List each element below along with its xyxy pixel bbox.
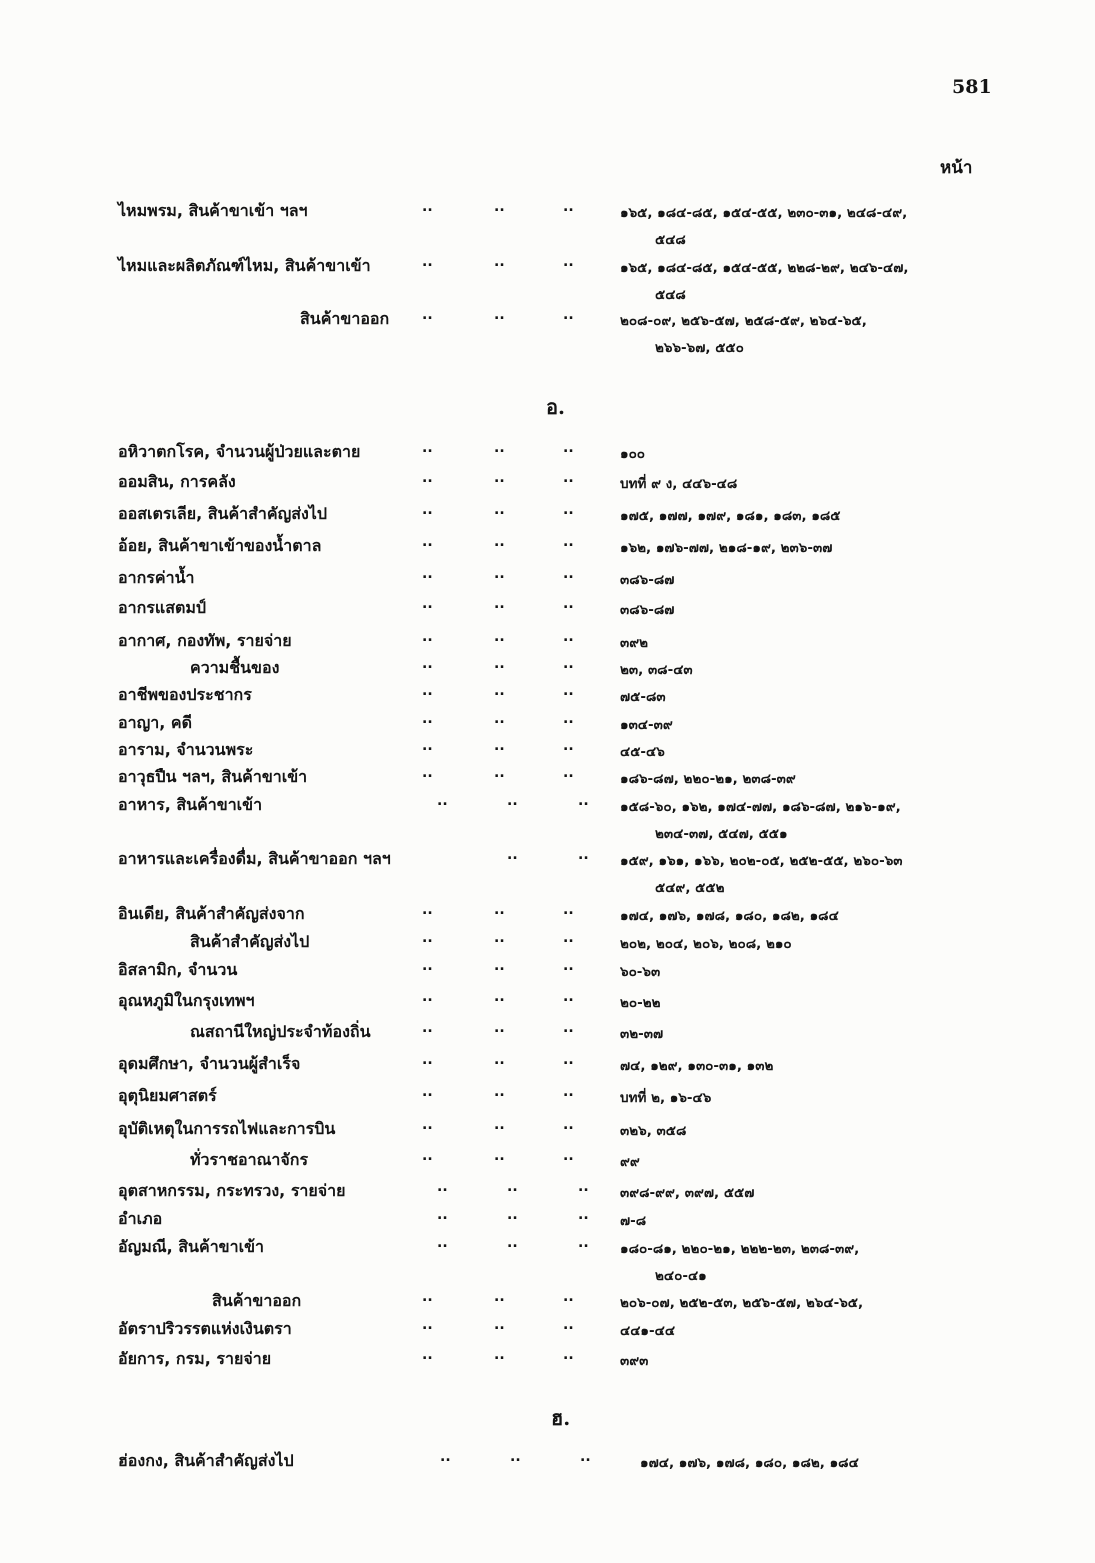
leader-dots: .. <box>510 1449 521 1465</box>
page-references: บทที่ ๙ ง, ๔๔๖-๔๘ <box>620 476 738 492</box>
index-term: อ้อย, สินค้าขาเข้าของน้ำตาล <box>118 536 322 555</box>
leader-dots: .. <box>563 683 574 699</box>
leader-dots: .. <box>563 656 574 672</box>
index-term: อากรแสตมป์ <box>118 598 207 617</box>
leader-dots: .. <box>494 199 505 215</box>
index-entry <box>0 683 1095 709</box>
leader-dots: .. <box>494 440 505 456</box>
leader-dots: .. <box>494 683 505 699</box>
page-references: ๑๘๖-๘๗, ๒๒๐-๒๑, ๒๓๘-๓๙ <box>620 771 796 787</box>
leader-dots: .. <box>422 566 433 582</box>
leader-dots: .. <box>578 1235 589 1251</box>
page-references: ๔๕-๔๖ <box>620 744 665 760</box>
leader-dots: .. <box>422 307 433 323</box>
leader-dots: .. <box>494 656 505 672</box>
index-term: อาราม, จำนวนพระ <box>118 740 254 759</box>
page-references: ๑๗๔, ๑๗๖, ๑๗๘, ๑๘๐, ๑๘๒, ๑๘๔ <box>640 1455 859 1471</box>
index-term: อุตุนิยมศาสตร์ <box>118 1086 217 1105</box>
leader-dots: .. <box>563 566 574 582</box>
leader-dots: .. <box>563 1347 574 1363</box>
leader-dots: .. <box>422 1347 433 1363</box>
index-entry <box>0 1235 1095 1284</box>
page-references: ๑๐๐ <box>620 446 646 462</box>
leader-dots: .. <box>494 629 505 645</box>
page-references: ๓๒๖, ๓๕๘ <box>620 1123 687 1139</box>
leader-dots: .. <box>563 596 574 612</box>
page-references: ๑๓๔-๓๙ <box>620 717 673 733</box>
leader-dots: .. <box>578 847 589 863</box>
page-references: ๓๙๒ <box>620 635 649 651</box>
leader-dots: .. <box>494 1347 505 1363</box>
index-entry <box>0 1084 1095 1110</box>
page-references: ๓๙๘-๙๙, ๓๙๗, ๕๕๗ <box>620 1185 755 1201</box>
index-subentry <box>0 1289 1095 1315</box>
leader-dots: .. <box>563 711 574 727</box>
page-references: ๑๕๙, ๑๖๑, ๑๖๖, ๒๐๒-๐๕, ๒๕๒-๕๕, ๒๖๐-๖๓ <box>620 853 903 869</box>
leader-dots: .. <box>494 989 505 1005</box>
page-references: ๑๖๒, ๑๗๖-๗๗, ๒๑๘-๑๙, ๒๓๖-๓๗ <box>620 540 833 556</box>
leader-dots: .. <box>422 930 433 946</box>
leader-dots: .. <box>563 1020 574 1036</box>
leader-dots: .. <box>563 470 574 486</box>
index-term: อากาศ, กองทัพ, รายจ่าย <box>118 631 292 650</box>
page-references: ๖๐-๖๓ <box>620 964 661 980</box>
index-term: ออสเตรเลีย, สินค้าสำคัญส่งไป <box>118 504 327 523</box>
index-term: อินเดีย, สินค้าสำคัญส่งจาก <box>118 904 305 923</box>
leader-dots: .. <box>563 1117 574 1133</box>
leader-dots: .. <box>494 958 505 974</box>
leader-dots: .. <box>507 1207 518 1223</box>
leader-dots: .. <box>563 930 574 946</box>
index-term: อาชีพของประชากร <box>118 685 252 704</box>
leader-dots: .. <box>563 502 574 518</box>
index-subentry <box>0 1020 1095 1046</box>
page-references: ๒๓, ๓๘-๔๓ <box>620 662 693 678</box>
index-entry <box>0 534 1095 560</box>
leader-dots: .. <box>563 1317 574 1333</box>
leader-dots: .. <box>494 765 505 781</box>
index-entry <box>0 254 1095 303</box>
leader-dots: .. <box>437 793 448 809</box>
leader-dots: .. <box>422 738 433 754</box>
index-subentry <box>0 1148 1095 1174</box>
page-references: ๑๗๔, ๑๗๖, ๑๗๘, ๑๘๐, ๑๘๒, ๑๘๔ <box>620 908 839 924</box>
leader-dots: .. <box>507 1235 518 1251</box>
leader-dots: .. <box>563 629 574 645</box>
leader-dots: .. <box>422 1052 433 1068</box>
index-term: ฮ่องกง, สินค้าสำคัญส่งไป <box>118 1451 294 1470</box>
leader-dots: .. <box>578 1207 589 1223</box>
page-references: ๓๘๖-๘๗ <box>620 602 675 618</box>
leader-dots: .. <box>422 958 433 974</box>
leader-dots: .. <box>422 1317 433 1333</box>
leader-dots: .. <box>422 1084 433 1100</box>
index-term: อาญา, คดี <box>118 713 192 732</box>
leader-dots: .. <box>563 1148 574 1164</box>
index-term: อหิวาตกโรค, จำนวนผู้ป่วยและตาย <box>118 442 361 461</box>
leader-dots: .. <box>494 470 505 486</box>
leader-dots: .. <box>578 1179 589 1195</box>
index-term: ไหมพรม, สินค้าขาเข้า ฯลฯ <box>118 201 308 220</box>
index-entry <box>0 440 1095 466</box>
page-references: ๑๕๘-๖๐, ๑๖๒, ๑๗๔-๗๗, ๑๘๖-๘๗, ๒๑๖-๑๙, <box>620 799 901 815</box>
leader-dots: .. <box>563 958 574 974</box>
leader-dots: .. <box>422 502 433 518</box>
page-references: ๑๖๕, ๑๘๔-๘๕, ๑๕๔-๕๕, ๒๒๘-๒๙, ๒๔๖-๔๗, <box>620 260 909 276</box>
index-entry <box>0 765 1095 791</box>
leader-dots: .. <box>563 1084 574 1100</box>
leader-dots: .. <box>580 1449 591 1465</box>
leader-dots: .. <box>494 738 505 754</box>
leader-dots: .. <box>422 683 433 699</box>
index-term: อุบัติเหตุในการรถไฟและการบิน <box>118 1119 336 1138</box>
leader-dots: .. <box>563 199 574 215</box>
index-entry <box>0 958 1095 984</box>
index-term: สินค้าสำคัญส่งไป <box>190 932 310 951</box>
leader-dots: .. <box>494 902 505 918</box>
leader-dots: .. <box>494 1148 505 1164</box>
index-entry <box>0 502 1095 528</box>
leader-dots: .. <box>422 440 433 456</box>
leader-dots: .. <box>494 930 505 946</box>
leader-dots: .. <box>578 793 589 809</box>
leader-dots: .. <box>563 307 574 323</box>
leader-dots: .. <box>422 902 433 918</box>
index-term: ความชื้นของ <box>190 658 280 677</box>
page-references: ๓๙๓ <box>620 1353 649 1369</box>
leader-dots: .. <box>422 629 433 645</box>
leader-dots: .. <box>437 1179 448 1195</box>
index-term: อากรค่าน้ำ <box>118 568 195 587</box>
page-references-continued: ๕๔๙, ๕๕๒ <box>655 880 725 896</box>
page-column-header: หน้า <box>940 158 973 178</box>
leader-dots: .. <box>422 254 433 270</box>
index-entry <box>0 738 1095 764</box>
leader-dots: .. <box>563 989 574 1005</box>
index-entry <box>0 1052 1095 1078</box>
index-entry <box>0 1207 1095 1233</box>
index-entry <box>0 470 1095 496</box>
index-entry <box>0 1179 1095 1205</box>
leader-dots: .. <box>422 470 433 486</box>
index-term: ไหมและผลิตภัณฑ์ไหม, สินค้าขาเข้า <box>118 256 371 275</box>
index-term: สินค้าขาออก <box>212 1291 302 1310</box>
leader-dots: .. <box>422 534 433 550</box>
page-references: ๙๙ <box>620 1154 640 1170</box>
index-subentry <box>0 307 1095 356</box>
leader-dots: .. <box>563 440 574 456</box>
leader-dots: .. <box>422 711 433 727</box>
page-references: ๗๔, ๑๒๙, ๑๓๐-๓๑, ๑๓๒ <box>620 1058 774 1074</box>
leader-dots: .. <box>422 765 433 781</box>
index-entry <box>0 1449 1095 1475</box>
leader-dots: .. <box>494 254 505 270</box>
leader-dots: .. <box>563 254 574 270</box>
leader-dots: .. <box>494 1117 505 1133</box>
page-number: 581 <box>952 76 992 98</box>
leader-dots: .. <box>422 656 433 672</box>
leader-dots: .. <box>494 1020 505 1036</box>
index-term: อาหาร, สินค้าขาเข้า <box>118 795 263 814</box>
page-references: ๒๐-๒๒ <box>620 995 661 1011</box>
index-entry <box>0 1317 1095 1343</box>
leader-dots: .. <box>422 1020 433 1036</box>
page-references: ๑๗๕, ๑๗๗, ๑๗๙, ๑๘๑, ๑๘๓, ๑๘๕ <box>620 508 841 524</box>
index-entry <box>0 989 1095 1015</box>
index-entry <box>0 596 1095 622</box>
index-term: อิสลามิก, จำนวน <box>118 960 238 979</box>
leader-dots: .. <box>422 1117 433 1133</box>
index-term: อาหารและเครื่องดื่ม, สินค้าขาออก ฯลฯ <box>118 849 391 868</box>
leader-dots: .. <box>494 596 505 612</box>
page-references: ๑๘๐-๘๑, ๒๒๐-๒๑, ๒๒๒-๒๓, ๒๓๘-๓๙, <box>620 1241 860 1257</box>
page-references: ๓๒-๓๗ <box>620 1026 664 1042</box>
index-entry <box>0 199 1095 248</box>
index-entry <box>0 629 1095 655</box>
leader-dots: .. <box>563 738 574 754</box>
leader-dots: .. <box>563 534 574 550</box>
index-entry <box>0 847 1095 896</box>
index-term: ณสถานีใหญ่ประจำท้องถิ่น <box>190 1022 371 1041</box>
page-references-continued: ๒๔๐-๔๑ <box>655 1268 707 1284</box>
leader-dots: .. <box>507 793 518 809</box>
leader-dots: .. <box>563 765 574 781</box>
page-references-continued: ๒๖๖-๖๗, ๕๕๐ <box>655 340 744 356</box>
leader-dots: .. <box>422 596 433 612</box>
leader-dots: .. <box>422 1148 433 1164</box>
index-entry <box>0 1347 1095 1373</box>
index-term: อัยการ, กรม, รายจ่าย <box>118 1349 272 1368</box>
leader-dots: .. <box>494 307 505 323</box>
index-subentry <box>0 930 1095 956</box>
leader-dots: .. <box>440 1449 451 1465</box>
leader-dots: .. <box>494 534 505 550</box>
index-entry <box>0 1117 1095 1143</box>
leader-dots: .. <box>494 711 505 727</box>
page-references: ๔๔๑-๔๔ <box>620 1323 676 1339</box>
leader-dots: .. <box>507 847 518 863</box>
section-letter: ฮ. <box>551 1406 571 1430</box>
leader-dots: .. <box>437 1207 448 1223</box>
index-term: อุตสาหกรรม, กระทรวง, รายจ่าย <box>118 1181 346 1200</box>
index-term: อาวุธปืน ฯลฯ, สินค้าขาเข้า <box>118 767 308 786</box>
index-subentry <box>0 656 1095 682</box>
page-references: ๗๕-๘๓ <box>620 689 666 705</box>
index-entry <box>0 902 1095 928</box>
page-references: ๒๐๒, ๒๐๔, ๒๐๖, ๒๐๘, ๒๑๐ <box>620 936 792 952</box>
index-term: อัตราปริวรรตแห่งเงินตรา <box>118 1319 292 1338</box>
leader-dots: .. <box>422 199 433 215</box>
leader-dots: .. <box>494 1317 505 1333</box>
leader-dots: .. <box>437 1235 448 1251</box>
index-term: อุณหภูมิในกรุงเทพฯ <box>118 991 255 1010</box>
index-term: อัญมณี, สินค้าขาเข้า <box>118 1237 264 1256</box>
index-term: ทั่วราชอาณาจักร <box>190 1150 309 1169</box>
page-references: บทที่ ๒, ๑๖-๔๖ <box>620 1090 712 1106</box>
leader-dots: .. <box>494 1084 505 1100</box>
leader-dots: .. <box>494 1289 505 1305</box>
page-references-continued: ๕๔๘ <box>655 232 686 248</box>
index-term: อำเภอ <box>118 1209 163 1228</box>
page-references-continued: ๕๔๘ <box>655 287 686 303</box>
index-entry <box>0 793 1095 842</box>
leader-dots: .. <box>422 1289 433 1305</box>
leader-dots: .. <box>494 1052 505 1068</box>
page-references: ๑๖๕, ๑๘๔-๘๕, ๑๕๔-๕๕, ๒๓๐-๓๑, ๒๔๘-๔๙, <box>620 205 908 221</box>
leader-dots: .. <box>563 1289 574 1305</box>
page-references: ๓๘๖-๘๗ <box>620 572 675 588</box>
page-references-continued: ๒๓๔-๓๗, ๕๔๗, ๕๕๑ <box>655 826 788 842</box>
leader-dots: .. <box>494 502 505 518</box>
leader-dots: .. <box>507 1179 518 1195</box>
page-references: ๒๐๘-๐๙, ๒๕๖-๕๗, ๒๕๘-๕๙, ๒๖๔-๖๕, <box>620 313 867 329</box>
leader-dots: .. <box>563 902 574 918</box>
page-references: ๒๐๖-๐๗, ๒๕๒-๕๓, ๒๕๖-๕๗, ๒๖๔-๖๕, <box>620 1295 864 1311</box>
leader-dots: .. <box>563 1052 574 1068</box>
index-entry <box>0 711 1095 737</box>
index-entry <box>0 566 1095 592</box>
page-references: ๗-๘ <box>620 1213 647 1229</box>
leader-dots: .. <box>494 566 505 582</box>
index-term: ออมสิน, การคลัง <box>118 472 236 491</box>
leader-dots: .. <box>422 989 433 1005</box>
index-term: สินค้าขาออก <box>300 309 390 328</box>
section-letter: อ. <box>546 395 565 419</box>
index-term: อุดมศึกษา, จำนวนผู้สำเร็จ <box>118 1054 301 1073</box>
